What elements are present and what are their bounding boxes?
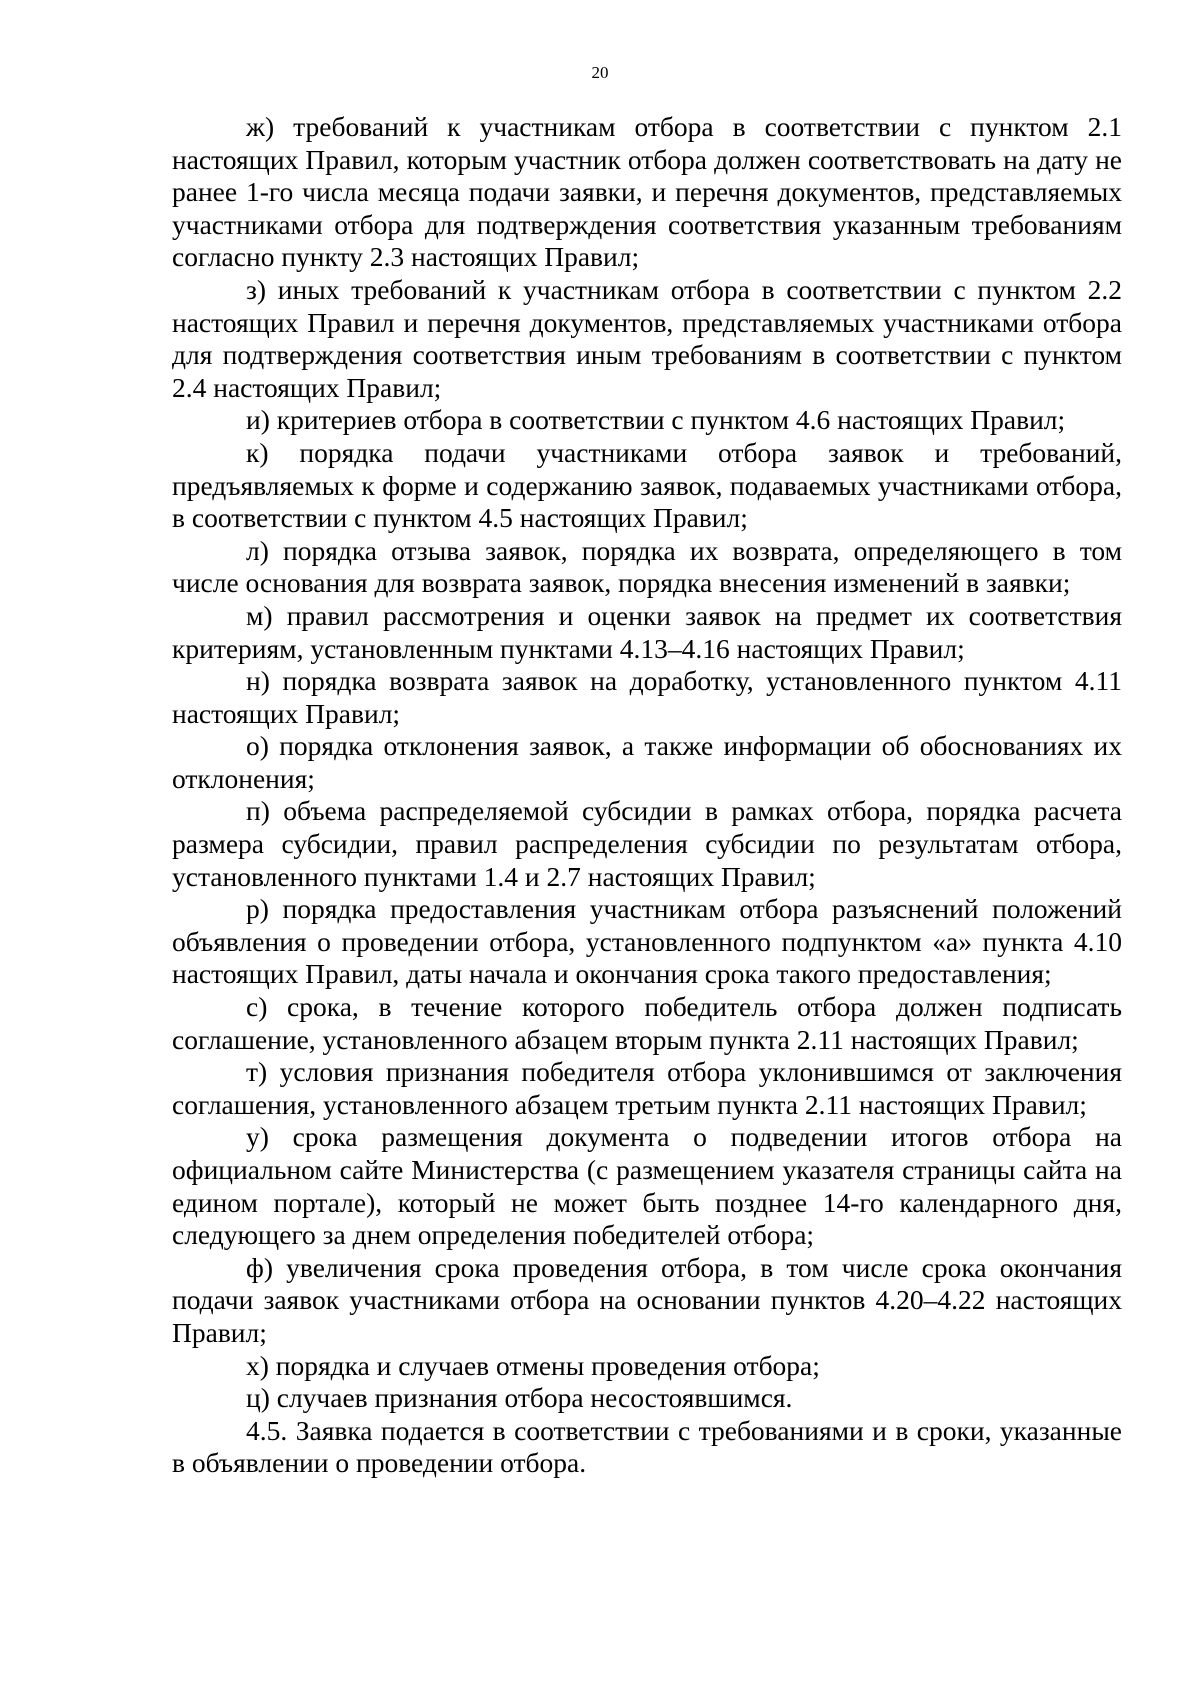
paragraph-o: о) порядка отклонения заявок, а также информации об обоснованиях их отклонения; (172, 730, 1122, 794)
paragraph-m: м) правил рассмотрения и оценки заявок на предмет их соответствия критериям, установленным пунктами 4.13–4.16 настоящих Правил; (172, 599, 1122, 664)
document-body (172, 111, 1122, 1480)
paragraph-z: з) иных требований к участникам отбора в соответствии с пунктом 2.2 настоящих Правил и перечня документов, представляемых участниками отбора для подтверждения соответствия иным требованиям в соответствии с пунктом 2.4 настоящих Правил; (172, 273, 1122, 403)
page-number: 20 (591, 63, 609, 82)
paragraph-l: л) порядка отзыва заявок, порядка их возврата, определяющего в том числе основания для возврата заявок, порядка внесения изменений в заявки; (172, 534, 1122, 599)
paragraph-s: с) срока, в течение которого победитель отбора должен подписать соглашение, установленного абзацем вторым пункта 2.11 настоящих Правил; (172, 991, 1122, 1055)
paragraph-kh: х) порядка и случаев отмены проведения отбора; (246, 1349, 820, 1381)
paragraph-u: у) срока размещения документа о подведении итогов отбора на официальном сайте Министерства (с размещением указателя страницы сайта на едином портале), который не может быть позднее 14-го календарного дня, следующего за днем определения победителей отбора; (172, 1121, 1122, 1251)
paragraph-r: р) порядка предоставления участникам отбора разъяснений положений объявления о проведении отбора, установленного подпунктом «а» пункта 4.10 настоящих Правил, даты начала и окончания срока такого предоставления; (172, 893, 1122, 990)
paragraph-n: н) порядка возврата заявок на доработку, установленного пунктом 4.11 настоящих Правил; (172, 665, 1122, 729)
paragraph-f: ф) увеличения срока проведения отбора, в том числе срока окончания подачи заявок участниками отбора на основании пунктов 4.20–4.22 настоящих Правил; (172, 1251, 1122, 1348)
paragraph-t: т) условия признания победителя отбора уклонившимся от заключения соглашения, установленного абзацем третьим пункта 2.11 настоящих Правил; (172, 1056, 1122, 1120)
paragraph-4-5: 4.5. Заявка подается в соответствии с требованиями и в сроки, указанные в объявлении о проведении отбора. (172, 1414, 1122, 1479)
paragraph-i: и) критериев отбора в соответствии с пунктом 4.6 настоящих Правил; (246, 404, 1066, 436)
paragraph-p: п) объема распределяемой субсидии в рамках отбора, порядка расчета размера субсидии, правил распределения субсидии по результатам отбора, установленного пунктами 1.4 и 2.7 настоящих Правил; (172, 795, 1122, 892)
paragraph-k: к) порядка подачи участниками отбора заявок и требований, предъявляемых к форме и содержанию заявок, подаваемых участниками отбора, в соответствии с пунктом 4.5 настоящих Правил; (172, 436, 1122, 534)
paragraph-zh: ж) требований к участникам отбора в соответствии с пунктом 2.1 настоящих Правил, которым участник отбора должен соответствовать на дату не ранее 1-го числа месяца подачи заявки, и перечня документов, представляемых участниками отбора для подтверждения соответствия указанным требованиям согласно пункту 2.3 настоящих Правил; (172, 111, 1122, 273)
paragraph-ts: ц) случаев признания отбора несостоявшимся. (246, 1382, 793, 1414)
